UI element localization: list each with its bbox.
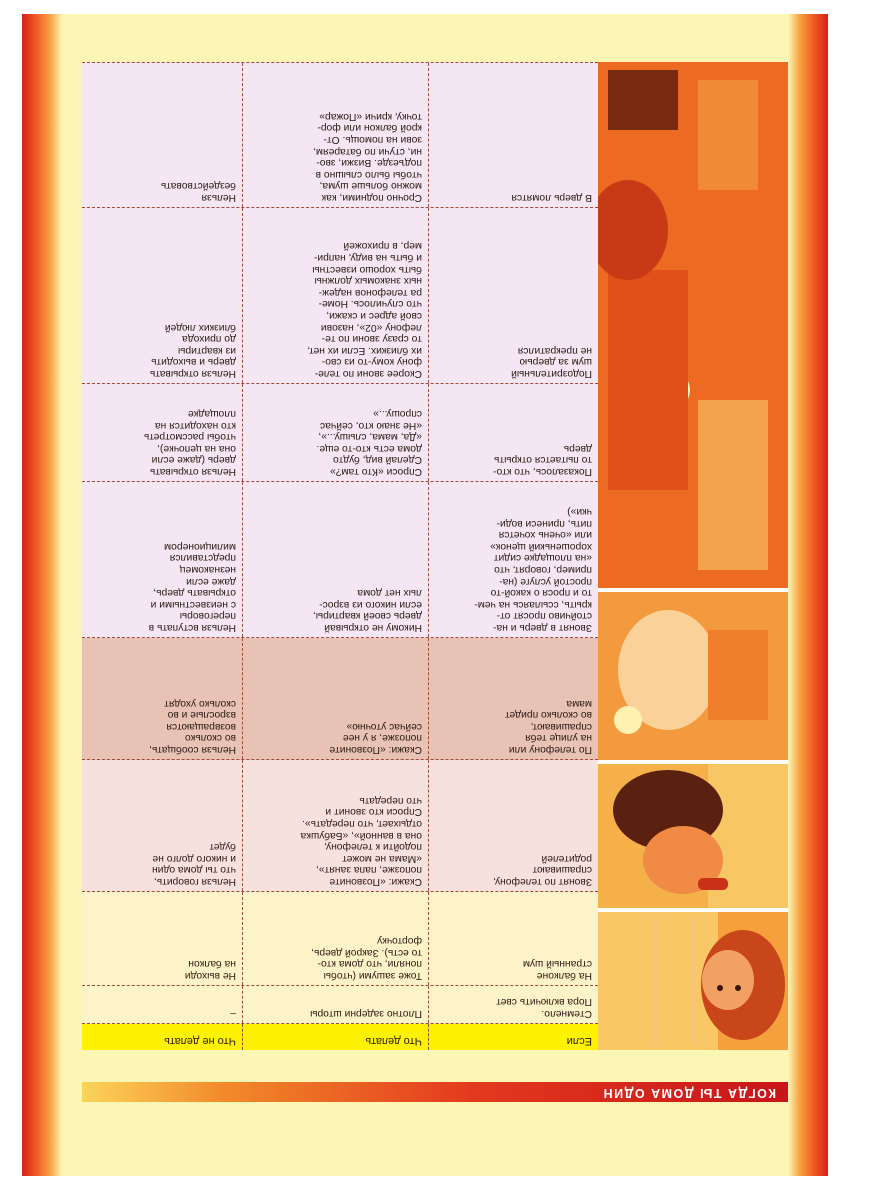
photo-boy-phone: [598, 762, 788, 908]
row-if: В дверь ломятся: [428, 63, 598, 207]
header-if: Если: [428, 1024, 598, 1050]
row-do: Скажи: «Позвоните попозже, папа занят», «Мама не может подойти к телефону, она в ванной», «Бабушка отдыхает, что передать». Спроси кто звонит и что передать: [242, 760, 428, 891]
row-dont: Не выходи на балкон: [184, 958, 236, 981]
row-do: Никому не открывай дверь своей квартиры, если никого из взрос- лых нет дома: [242, 482, 428, 637]
row-if: Показалось, что кто- то пытается открыть дверь: [428, 384, 598, 481]
table-row: [82, 638, 598, 760]
row-if: Стемнело. Пора включить свет: [428, 986, 598, 1023]
row-dont: Нельзя открывать дверь (даже если она на цепочке), чтобы рассмотреть кто находится на площадке: [143, 408, 236, 477]
row-do: Скажи: «Позвоните попозже, я у нее сейчас уточню»: [242, 638, 428, 759]
row-if: По телефону или на улице тебя спрашивают, во сколько придет мама: [428, 638, 598, 759]
photo-strip: [598, 62, 788, 1050]
table-row: [82, 384, 598, 482]
row-dont: Нельзя сообщать, во сколько возвращаются взрослые и во сколько уходят: [149, 697, 236, 755]
table-row: [82, 62, 598, 208]
photo-girl-window: [598, 910, 788, 1050]
row-dont: Нельзя открывать дверь и выходить из квартиры до прихода близких людей: [149, 321, 236, 379]
page-title: КОГДА ТЫ ДОМА ОДИН: [602, 1086, 776, 1100]
table-row: [82, 760, 598, 892]
row-if: Звонят по телефону, спрашивают родителей: [428, 760, 598, 891]
row-if: Звонят в дверь и на- стойчиво просят от- крыть, ссылаясь на чем- то и прося о какой-то простой услуге (на- пример, говорят, что «на площадке сидит хорошенький щенок» или «очень хочется пить, принеси води- чки»): [428, 482, 598, 637]
row-do: Скорее звони по теле- фону кому-то из сво- их близких. Если их нет, то сразу звони по те- лефону «02», назови свой адрес и скажи, что случилось. Номе- ра телефонов надеж- ных знакомых должны быть хорошо известны и быть на виду, напри- мер, в прихожей: [242, 208, 428, 383]
right-gradient-stripe: [22, 14, 62, 1176]
photo-hallway-door: [598, 62, 788, 588]
photo-child-door: [598, 590, 788, 760]
header-what-to-do: Что делать: [242, 1024, 428, 1050]
table-row: [82, 892, 598, 986]
row-do: Тоже зашуми (чтобы поняли, что дома кто- то есть). Закрой дверь, форточку: [242, 892, 428, 985]
row-do: Плотно задерни шторы: [242, 986, 428, 1023]
photo-collage: [598, 62, 788, 1050]
row-do: Срочно подними, как можно больше шума, чтобы было слышно в подъезде. Визжи, зво- ни, стучи по батареям, зови на помощь. От- крой балкон или фор- точку, кричи «Пожар»: [242, 63, 428, 207]
left-gradient-stripe: [788, 14, 828, 1176]
leaflet-page: [22, 14, 828, 1176]
table-header-row: [82, 1024, 598, 1050]
table-row: [82, 482, 598, 638]
row-dont: Нельзя бездействовать: [160, 180, 236, 203]
row-dont: Нельзя говорить, что ты дома один и никого долго не будет: [152, 841, 236, 887]
row-dont: –: [230, 1008, 236, 1019]
row-do: Спроси «Кто там?» Сделай вид, будто дома есть кто-то еще. «Да, мама, слышу...», «Не знаю кто, сейчас спрошу...»: [242, 384, 428, 481]
table-row: [82, 208, 598, 384]
row-dont: Нельзя вступать в переговоры с неизвестными и открывать дверь, даже если незнакомец представился милиционером: [148, 540, 236, 633]
header-what-not-to-do: Что не делать: [82, 1024, 242, 1050]
safety-table: [82, 62, 598, 1050]
row-if: На балконе странный шум: [428, 892, 598, 985]
table-row: [82, 986, 598, 1024]
title-bar: [82, 1082, 788, 1102]
row-if: Подозрительный шум за дверью не прекратился: [428, 208, 598, 383]
